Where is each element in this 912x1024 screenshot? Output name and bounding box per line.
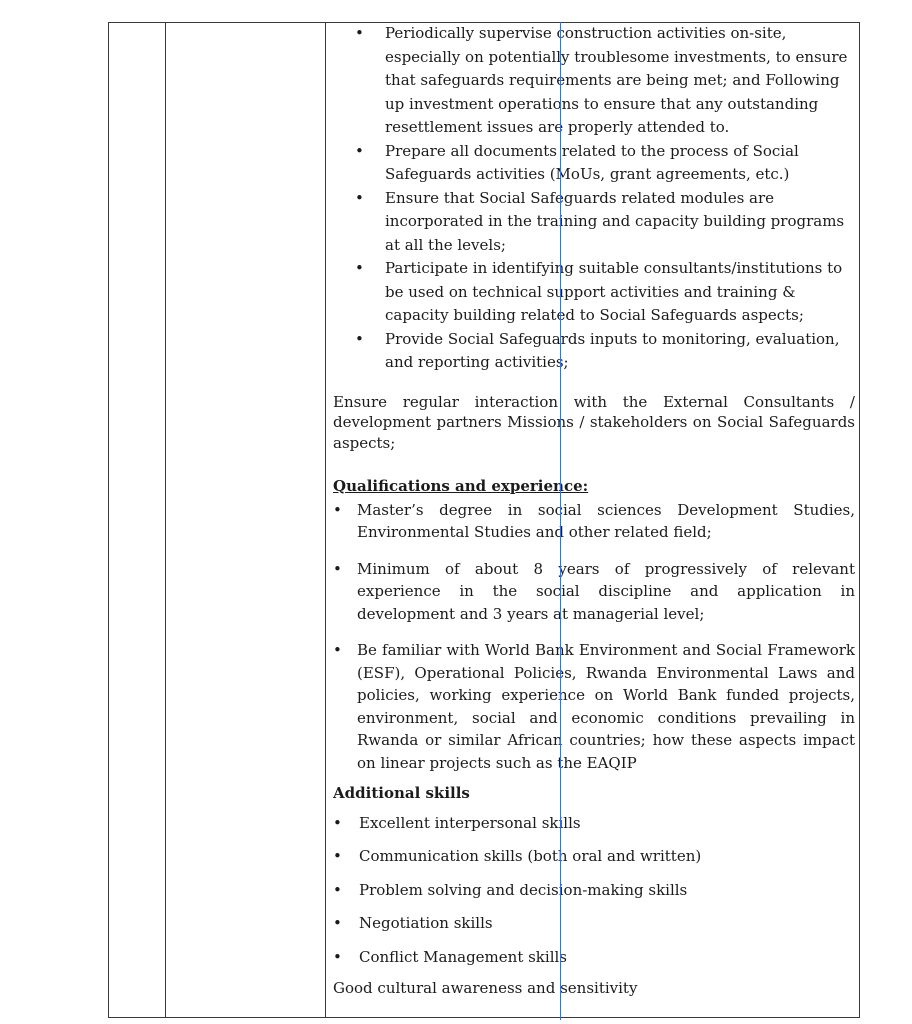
skill-text: Communication skills (both oral and written) bbox=[359, 847, 702, 865]
bullet-icon: • bbox=[333, 947, 342, 966]
interaction-paragraph: Ensure regular interaction with the External Consultants / development partners Missions / stakeholders on Social Safeguards aspects; bbox=[333, 392, 855, 452]
skill-text: Problem solving and decision-making skills bbox=[359, 880, 688, 899]
duty-text: Participate in identifying suitable consultants/institutions to be used on technical support activities and training & capacity building related to Social Safeguards aspects; bbox=[385, 259, 843, 324]
qualification-text: Minimum of about 8 years of progressively of relevant experience in the social discipline and application in development and 3 years at managerial level; bbox=[357, 559, 855, 623]
qualification-text: Master’s degree in social sciences Development Studies, Environmental Studies and other related field; bbox=[357, 500, 855, 541]
qualifications-list bbox=[333, 499, 855, 775]
bullet-icon: • bbox=[333, 641, 342, 659]
list-item bbox=[333, 946, 855, 969]
list-item bbox=[333, 879, 855, 902]
bullet-icon: • bbox=[333, 813, 342, 832]
list-item bbox=[333, 140, 855, 187]
list-item bbox=[333, 187, 855, 258]
skill-text: Negotiation skills bbox=[359, 914, 493, 932]
list-item bbox=[333, 912, 855, 935]
qualification-text: Be familiar with World Bank Environment and Social Framework (ESF), Operational Policies, Rwanda Environmental Laws and policies, working experience on World Bank funded projects, environment, social and economic conditions prevailing in Rwanda or similar African countries; how these aspects impact on linear projects such as the EAQIP bbox=[357, 641, 855, 772]
bullet-icon: • bbox=[355, 188, 364, 207]
qualifications-heading: Qualifications and experience: bbox=[333, 477, 589, 495]
list-item bbox=[333, 845, 855, 868]
bullet-icon: • bbox=[333, 500, 342, 519]
list-item bbox=[333, 558, 855, 626]
bullet-icon: • bbox=[333, 559, 342, 578]
additional-skills-heading: Additional skills bbox=[333, 784, 470, 802]
bullet-icon: • bbox=[333, 880, 342, 899]
bullet-icon: • bbox=[355, 329, 364, 348]
list-item bbox=[333, 22, 855, 140]
duty-text: Prepare all documents related to the process of Social Safeguards activities (MoUs, grant agreements, etc.) bbox=[385, 141, 799, 183]
bullet-icon: • bbox=[355, 24, 364, 42]
bullet-icon: • bbox=[333, 914, 342, 932]
column-divider-2 bbox=[325, 22, 326, 1018]
scan-artifact-line bbox=[560, 22, 561, 1020]
duty-text: Provide Social Safeguards inputs to monitoring, evaluation, and reporting activities; bbox=[385, 329, 840, 371]
bullet-icon: • bbox=[333, 847, 342, 865]
duty-text: Periodically supervise construction activities on-site, especially on potentially troublesome investments, to ensure that safeguards requirements are being met; and Following up investment operations to ensure that any outstanding resettlement issues are properly attended to. bbox=[385, 24, 848, 136]
list-item bbox=[333, 812, 855, 835]
bullet-icon: • bbox=[355, 259, 364, 277]
duty-text: Ensure that Social Safeguards related modules are incorporated in the training and capacity building programs at all the levels; bbox=[385, 188, 845, 254]
list-item bbox=[333, 499, 855, 544]
column-divider-1 bbox=[165, 22, 166, 1018]
skill-text: Excellent interpersonal skills bbox=[359, 813, 581, 832]
list-item bbox=[333, 328, 855, 375]
list-item bbox=[333, 639, 855, 774]
skill-text: Conflict Management skills bbox=[359, 947, 567, 966]
duties-list bbox=[333, 22, 855, 375]
skills-list bbox=[333, 812, 855, 969]
bullet-icon: • bbox=[355, 141, 364, 160]
list-item bbox=[333, 257, 855, 328]
job-description-cell bbox=[333, 22, 855, 1000]
closing-line: Good cultural awareness and sensitivity bbox=[333, 978, 638, 997]
